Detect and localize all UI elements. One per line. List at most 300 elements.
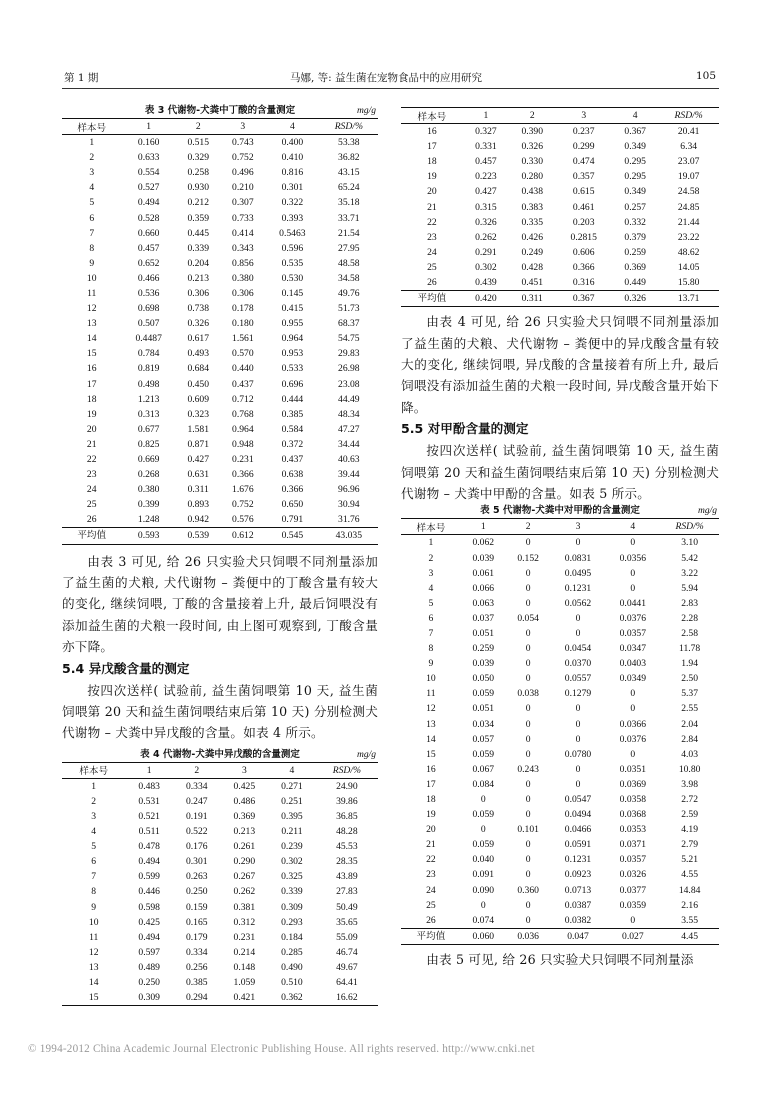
table3-unit: mg/g [357, 106, 376, 116]
table5 [401, 518, 719, 945]
table-cell: 0.0368 [619, 809, 647, 821]
table-row [62, 165, 378, 180]
table-cell: 0.268 [137, 469, 160, 481]
table-cell: 0.819 [137, 363, 160, 375]
table-cell: 54.75 [338, 333, 360, 345]
table-cell: 0.0713 [564, 884, 592, 896]
table-row [62, 301, 378, 316]
table-cell: 0.212 [187, 197, 210, 209]
table-cell: 0.930 [187, 182, 210, 194]
table-cell: 0.262 [233, 886, 256, 898]
table-cell: 0.261 [233, 841, 256, 853]
table-row [62, 135, 378, 151]
column-header: 样本号 [62, 119, 121, 135]
table-cell: 0.698 [137, 303, 160, 315]
table-cell: 0.399 [137, 499, 160, 511]
table-cell: 0.494 [138, 856, 160, 868]
header-rule [62, 88, 719, 89]
table-cell: 13 [86, 318, 97, 330]
table-cell: 48.58 [338, 257, 360, 269]
table-cell: 0 [575, 612, 581, 624]
table-cell: 0.311 [509, 291, 555, 307]
table-cell: 14.84 [678, 884, 701, 896]
table-cell: 0.494 [137, 197, 160, 209]
table-cell: 0.426 [521, 231, 544, 243]
table-cell: 0.0357 [619, 627, 647, 639]
table-cell: 6 [428, 612, 434, 624]
section-5-5-text: 按四次送样( 试验前, 益生菌饲喂第 10 天, 益生菌饲喂第 20 天和益生菌饲喂结束后第 10 天) 分别检测犬代谢物 – 犬粪中甲酚的含量。如表 5 所示。 [401, 443, 719, 501]
table-cell: 0.871 [187, 438, 210, 450]
table-cell: 24.58 [677, 186, 700, 198]
table-row [401, 184, 719, 199]
table-cell: 14.05 [677, 261, 700, 273]
column-header: 1 [121, 119, 176, 135]
table-cell: 0.326 [475, 216, 497, 228]
table-cell: 0.359 [187, 212, 210, 224]
table-row [62, 195, 378, 210]
table-cell: 39.86 [336, 795, 358, 807]
table-cell: 0.294 [173, 990, 221, 1006]
table-cell: 0.051 [472, 627, 495, 639]
table-cell: 0.295 [624, 171, 646, 183]
table-cell: 31.76 [338, 514, 360, 526]
table-cell: 4.03 [681, 748, 699, 760]
table-row [62, 512, 378, 528]
table-cell: 4 [428, 582, 434, 594]
table-cell: 29.83 [338, 348, 360, 360]
table-cell: 0.0403 [619, 658, 647, 670]
table-row [401, 535, 719, 551]
table-cell: 0.249 [521, 246, 544, 258]
table3-caption [62, 104, 378, 118]
table-cell: 0 [525, 703, 531, 715]
column-header: 2 [506, 519, 551, 535]
table-cell: 0.570 [232, 348, 254, 360]
table-cell: 68.37 [338, 318, 360, 330]
table-cell: 0 [630, 914, 636, 926]
table-cell: 0.510 [281, 977, 303, 989]
column-header: 3 [551, 519, 606, 535]
table-cell: 0.533 [281, 363, 304, 375]
table-row [62, 392, 378, 407]
table-cell: 17 [86, 378, 97, 390]
table-cell: 10 [88, 916, 99, 928]
table-cell: 22 [427, 216, 437, 228]
table-cell: 0.825 [137, 438, 160, 450]
column-header: 4 [265, 119, 320, 135]
table-row [401, 717, 719, 732]
table-cell: 2.16 [681, 899, 699, 911]
table-cell: 33.71 [338, 212, 360, 224]
table-row [62, 497, 378, 512]
table-cell: 0.176 [185, 841, 208, 853]
table-cell: 0.596 [281, 242, 304, 254]
table-cell: 0.367 [555, 291, 612, 307]
table-row [401, 245, 719, 260]
table-cell: 0.148 [233, 961, 256, 973]
table-cell: 18 [86, 393, 97, 405]
table-cell: 0.437 [232, 378, 254, 390]
table-cell: 0.271 [281, 780, 303, 792]
table-row [401, 822, 719, 837]
table-cell: 14 [88, 977, 99, 989]
table-header-row [401, 108, 719, 124]
table-cell: 7 [91, 871, 97, 883]
table-cell: 0.369 [624, 261, 646, 273]
table-cell: 0.145 [281, 287, 304, 299]
table-cell: 0.050 [472, 673, 495, 685]
table-cell: 0.316 [572, 276, 595, 288]
table-cell: 0.733 [232, 212, 254, 224]
table-cell: 11 [426, 688, 436, 700]
table-cell: 0.184 [281, 931, 303, 943]
table-cell: 0.339 [281, 886, 303, 898]
table-cell: 0.535 [281, 257, 304, 269]
table-cell: 0.964 [232, 423, 254, 435]
table-cell: 0.669 [137, 454, 160, 466]
column-header: 2 [176, 119, 221, 135]
table-cell: 0.511 [138, 826, 160, 838]
table-cell: 0.379 [624, 231, 646, 243]
table3-discussion: 由表 3 可见, 给 26 只实验犬只饲喂不同剂量添加了益生菌的犬粮, 犬代谢物 – 粪便中的丁酸含量有较大的变化, 继续饲喂, 丁酸的含量接着上升, 最后饲喂没有添加益生菌的犬粮一段时间, 由上图可观察到, 丁酸含量亦下降。 [62, 553, 378, 655]
section-5-4-heading: 5.4 异戊酸含量的测定 [62, 660, 190, 676]
table-cell: 15.80 [677, 276, 700, 288]
table-cell: 0.743 [232, 137, 254, 149]
table-cell: 0.036 [506, 928, 551, 944]
table-cell: 0.165 [185, 916, 208, 928]
table-cell: 0 [525, 673, 531, 685]
table-cell: 13 [88, 961, 99, 973]
table-cell: 0.498 [137, 378, 160, 390]
table-row [62, 286, 378, 301]
table-cell: 0.0369 [619, 778, 647, 790]
table-cell: 0 [480, 899, 486, 911]
table-cell: 0 [525, 839, 531, 851]
table-cell: 0.326 [521, 141, 544, 153]
table-cell: 平均值 [401, 928, 461, 944]
table-cell: 0.0326 [619, 869, 647, 881]
table-cell: 0.597 [138, 946, 160, 958]
table-cell: 0.576 [232, 514, 254, 526]
table-cell: 0.243 [517, 763, 539, 775]
table-cell: 23.22 [677, 231, 700, 243]
table-row [62, 377, 378, 392]
table-cell: 0.2815 [570, 231, 597, 243]
table-cell: 2.83 [681, 597, 699, 609]
table-cell: 0.357 [572, 171, 595, 183]
table-row [401, 732, 719, 747]
table-row [401, 139, 719, 154]
table-cell: 0.0831 [564, 552, 592, 564]
table4-discussion: 由表 4 可见, 给 26 只实验犬只饲喂不同剂量添加了益生菌的犬粮、犬代谢物 – 粪便中的异戊酸含量有较大的变化, 继续饲喂, 异戊酸的含量接着有所上升, 最后饲喂没有添加益生菌的犬粮一段时间, 异戊酸含量开始下降。 [401, 314, 719, 415]
table-row [62, 180, 378, 195]
table-cell: 0.313 [137, 408, 160, 420]
table-cell: 1.248 [137, 514, 160, 526]
table-cell: 36.82 [338, 152, 360, 164]
column-header: 样本号 [62, 762, 125, 778]
table-cell: 0.306 [187, 287, 210, 299]
table-cell: 16 [426, 763, 436, 775]
table-cell: 17 [426, 778, 436, 790]
table-cell: 4 [89, 182, 95, 194]
table-cell: 2.04 [681, 718, 699, 730]
table-cell: 26 [427, 276, 437, 288]
table-cell: 9 [428, 658, 434, 670]
table-cell: 0.385 [185, 977, 208, 989]
table-cell: 0.047 [551, 928, 606, 944]
column-header: 3 [221, 119, 266, 135]
table-cell: 3.55 [681, 914, 699, 926]
table-cell: 20 [86, 423, 97, 435]
running-header-left: 第 1 期 [64, 72, 99, 84]
table-cell: 43.035 [320, 528, 378, 544]
table-cell: 35.65 [336, 916, 358, 928]
table-cell: 0.302 [475, 261, 497, 273]
table-cell: 0.440 [232, 363, 254, 375]
table5-caption-text: 表 5 代谢物-犬粪中对甲酚的含量测定 [480, 505, 640, 517]
table-cell: 0.325 [281, 871, 303, 883]
table-cell: 0.213 [233, 826, 256, 838]
table-cell: 0.393 [281, 212, 304, 224]
table-cell: 5.42 [681, 552, 699, 564]
table-cell: 0.554 [137, 167, 160, 179]
table-cell: 0.091 [472, 869, 495, 881]
table-row [401, 852, 719, 867]
table-cell: 8 [428, 643, 434, 655]
table-cell: 20.41 [677, 126, 700, 138]
table-cell: 1.581 [187, 423, 210, 435]
table-cell: 0 [575, 627, 581, 639]
table-cell: 0.942 [187, 514, 210, 526]
table-cell: 1 [89, 137, 95, 149]
table-cell: 0.0357 [619, 854, 647, 866]
table-cell: 45.53 [336, 841, 358, 853]
table-row [401, 701, 719, 716]
table-cell: 48.62 [677, 246, 700, 258]
table-cell: 0.309 [125, 990, 173, 1006]
table-cell: 0.650 [281, 499, 304, 511]
table-cell: 0.415 [281, 303, 304, 315]
table-cell: 39.44 [338, 469, 360, 481]
table-cell: 0.0494 [564, 809, 592, 821]
table-row [62, 824, 378, 839]
table-cell: 0.312 [233, 916, 256, 928]
table-cell: 4.55 [681, 869, 699, 881]
table-cell: 0.339 [187, 242, 210, 254]
table-row [401, 154, 719, 169]
table-cell: 0.191 [185, 811, 208, 823]
table-row [62, 407, 378, 422]
table-cell: 0.0349 [619, 673, 647, 685]
table-cell: 平均值 [401, 291, 463, 307]
table-cell: 0.438 [521, 186, 544, 198]
table-row [62, 854, 378, 869]
table-cell: 0.259 [472, 643, 495, 655]
table-cell: 0 [575, 537, 581, 549]
table-row [401, 762, 719, 777]
table-cell: 0 [575, 763, 581, 775]
table-cell: 36.85 [336, 811, 358, 823]
table-cell: 0 [525, 748, 531, 760]
table-row [401, 611, 719, 626]
table-cell: 0.326 [187, 318, 210, 330]
table-row [401, 656, 719, 671]
table-cell: 12 [426, 703, 436, 715]
table-cell: 0 [575, 778, 581, 790]
table-cell: 0.039 [472, 552, 495, 564]
table-cell: 0 [525, 869, 531, 881]
table-cell: 0.1231 [564, 854, 592, 866]
column-header: 1 [463, 108, 509, 124]
table-cell: 0.515 [187, 137, 210, 149]
table-cell: 0.295 [624, 156, 646, 168]
table-cell: 0.439 [475, 276, 497, 288]
table5-unit: mg/g [698, 506, 717, 517]
table-cell: 0.528 [137, 212, 160, 224]
table-cell: 0.0347 [619, 643, 647, 655]
table-cell: 0 [525, 794, 531, 806]
table-row [62, 778, 378, 794]
table-cell: 0.152 [517, 552, 539, 564]
table-cell: 24 [86, 484, 97, 496]
table-cell: 48.28 [336, 826, 358, 838]
table-cell: 5 [428, 597, 434, 609]
table-cell: 0.489 [138, 961, 160, 973]
table-cell: 55.09 [336, 931, 358, 943]
table-cell: 10 [426, 673, 436, 685]
table-cell: 0 [480, 794, 486, 806]
table-cell: 0.059 [472, 839, 495, 851]
table-cell: 0.457 [137, 242, 160, 254]
table-cell: 0.0359 [619, 899, 647, 911]
table-cell: 27.95 [338, 242, 360, 254]
table-cell: 0.0591 [564, 839, 592, 851]
table-row [62, 452, 378, 467]
table-cell: 15 [426, 748, 436, 760]
table5-caption [401, 504, 719, 518]
table-row [401, 581, 719, 596]
table-cell: 0.738 [187, 303, 210, 315]
table-cell: 0.584 [281, 423, 304, 435]
table-row [62, 990, 378, 1006]
table-cell: 2 [89, 152, 95, 164]
section-5-4-text: 按四次送样( 试验前, 益生菌饲喂第 10 天, 益生菌饲喂第 20 天和益生菌饲喂结束后第 10 天) 分别检测犬代谢物 – 犬粪中异戊酸的含量。如表 4 所示。 [62, 682, 378, 741]
table-header-row [401, 519, 719, 535]
table-cell: 0 [575, 733, 581, 745]
table-cell: 0.0780 [564, 748, 592, 760]
table-cell: 0.390 [521, 126, 544, 138]
table-cell: 0.306 [232, 287, 254, 299]
column-header: 1 [461, 519, 506, 535]
table-cell: 13.71 [658, 291, 719, 307]
table-cell: 0.160 [137, 137, 160, 149]
table-cell: 0.038 [517, 688, 539, 700]
table-cell: 0.301 [281, 182, 304, 194]
table-cell: 0.280 [521, 171, 544, 183]
table-cell: 0.633 [137, 152, 160, 164]
table-cell: 0 [525, 899, 531, 911]
table-cell: 0.039 [472, 658, 495, 670]
table-cell: 0 [525, 567, 531, 579]
table-cell: 0.329 [187, 152, 210, 164]
table-cell: 0.059 [472, 748, 495, 760]
table-cell: 0.816 [281, 167, 304, 179]
table-cell: 0.953 [281, 348, 304, 360]
table3-caption-text: 表 3 代谢物-犬粪中丁酸的含量测定 [144, 105, 296, 116]
table-cell: 0 [525, 627, 531, 639]
running-header-title: 马娜, 等: 益生菌在宠物食品中的应用研究 [290, 72, 483, 84]
table-cell: 0.054 [517, 612, 539, 624]
table-cell: 0 [525, 537, 531, 549]
table-row [62, 241, 378, 256]
table-cell: 96.96 [338, 484, 360, 496]
copyright-footer: © 1994-2012 China Academic Journal Electronic Publishing House. All rights reserved. http://www.cnki.net [28, 1043, 535, 1055]
table-row [401, 792, 719, 807]
table-cell: 9 [89, 257, 95, 269]
table-cell: 65.24 [338, 182, 360, 194]
table-row [401, 596, 719, 611]
table-cell: 15 [86, 348, 97, 360]
table-cell: 0.1231 [564, 582, 592, 594]
table-cell: 0.322 [281, 197, 304, 209]
table-cell: 0 [525, 597, 531, 609]
table-cell: 24.85 [677, 201, 700, 213]
table-cell: 0.210 [232, 182, 254, 194]
table-header-row [62, 762, 378, 778]
table4-part2 [401, 107, 719, 307]
table-cell: 50.49 [336, 901, 358, 913]
table-cell: 0.446 [138, 886, 160, 898]
table-cell: 0 [575, 718, 581, 730]
right-column [401, 107, 719, 970]
table-cell: 0.428 [521, 261, 544, 273]
table-cell: 0.421 [221, 990, 269, 1006]
table-row [62, 256, 378, 271]
table-cell: 0.250 [138, 977, 160, 989]
table-cell: 0.090 [472, 884, 495, 896]
table-cell: 0.0387 [564, 899, 592, 911]
table-cell: 24 [427, 246, 437, 258]
table-cell: 0.293 [281, 916, 303, 928]
table-row [62, 915, 378, 930]
table-cell: 0.362 [268, 990, 316, 1006]
table-cell: 0.159 [185, 901, 208, 913]
table-cell: 0.063 [472, 597, 495, 609]
table-cell: 0.531 [138, 795, 160, 807]
table-row [401, 686, 719, 701]
table-cell: 0.712 [232, 393, 254, 405]
table-cell: 0.051 [472, 703, 495, 715]
table-row [401, 626, 719, 641]
table-row [401, 913, 719, 929]
table-row [401, 275, 719, 291]
table-cell: 0.486 [233, 795, 256, 807]
table-cell: 7 [89, 227, 95, 239]
table-cell: 23.08 [338, 378, 360, 390]
table-cell: 0.262 [475, 231, 497, 243]
table-cell: 0.0923 [564, 869, 592, 881]
table-cell: 0.237 [572, 126, 595, 138]
table-cell: 0.332 [624, 216, 646, 228]
table-cell: 0.307 [232, 197, 254, 209]
table-cell: 27.83 [336, 886, 358, 898]
table-cell: 0.660 [137, 227, 160, 239]
table-cell: 0.267 [233, 871, 256, 883]
table-row [62, 331, 378, 346]
table-cell: 0.380 [232, 272, 254, 284]
table-cell: 16 [86, 363, 97, 375]
table4-unit: mg/g [357, 749, 376, 760]
